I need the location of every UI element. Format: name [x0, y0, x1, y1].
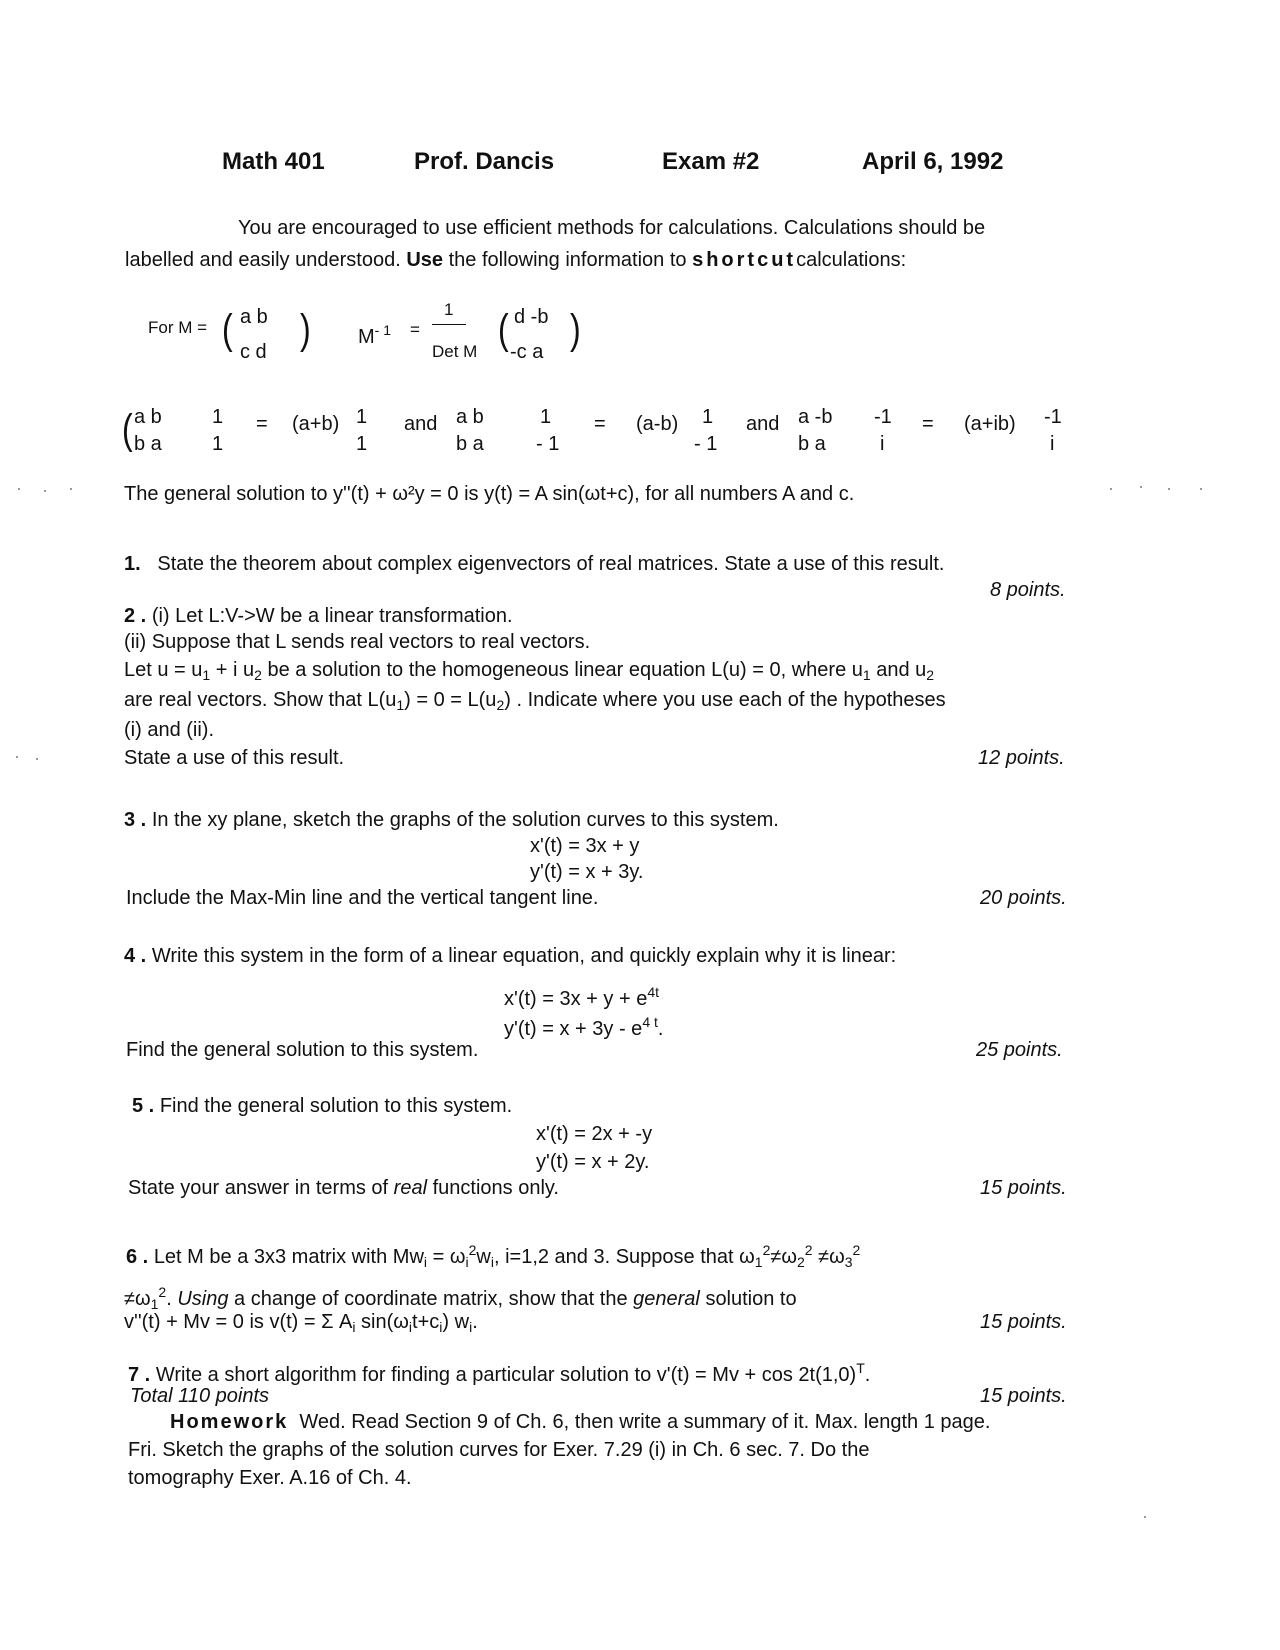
scan-speck [1144, 1516, 1146, 1518]
fraction-bar [432, 324, 466, 325]
q3-points: 20 points. [980, 887, 1067, 909]
eq3-vector-bottom: i [880, 433, 885, 455]
intro-line-2: labelled and easily understood. Use the following information to shortcutcalculations: [125, 249, 907, 271]
eq3-matrix-row-1: a -b [798, 406, 833, 428]
eq2-matrix-row-1: a b [456, 406, 484, 428]
q5-eq-2: y'(t) = x + 2y. [536, 1151, 650, 1173]
q2-points: 12 points. [978, 747, 1065, 769]
matrix-m-row-1: a b [240, 306, 268, 328]
exam-number: Exam #2 [662, 148, 760, 175]
intro-line-1: You are encouraged to use efficient methods for calculations. Calculations should be [238, 217, 986, 239]
eq3-coefficient: (a+ib) [964, 413, 1016, 435]
q2-line-6: State a use of this result. [124, 747, 345, 769]
q4-eq-1: $x'(t) = 3x + y + e^{4t}$ [504, 984, 660, 1010]
scan-speck [1110, 488, 1112, 490]
scan-speck [44, 490, 46, 492]
general-solution-note: The general solution to y''(t) + ω²y = 0 is y(t) = A sin(ωt+c), for all numbers A and c. [124, 483, 855, 505]
and-2: and [746, 413, 780, 435]
homework-line-3: tomography Exer. A.16 of Ch. 4. [128, 1467, 412, 1489]
eq1-left-brace: ( [122, 405, 133, 453]
eq3-equals: = [922, 413, 934, 435]
q4-eq-2: $y'(t) = x + 3y - e^{4 t}$. [504, 1014, 664, 1040]
eq2-matrix-row-2: b a [456, 433, 484, 455]
eq1-result-top: 1 [356, 406, 368, 428]
homework-line-1: Homework Wed. Read Section 9 of Ch. 6, then write a summary of it. Max. length 1 page. [170, 1411, 991, 1433]
q6-line-2: $\ne\omega_1^2$. Using a change of coordinate matrix, show that the general solution to [124, 1284, 797, 1312]
scan-speck [18, 488, 20, 490]
q1: 1. State the theorem about complex eigenvectors of real matrices. State a use of this result. [124, 553, 945, 575]
eq1-matrix-row-2: b a [134, 433, 162, 455]
q5-line-1: 5 . Find the general solution to this system. [132, 1095, 513, 1117]
inverse-row-1: d -b [514, 306, 549, 328]
q3-eq-2: y'(t) = x + 3y. [530, 861, 644, 883]
q3-line-2: Include the Max-Min line and the vertical tangent line. [126, 887, 599, 909]
q2-line-2: (ii) Suppose that L sends real vectors to real vectors. [124, 631, 591, 653]
inverse-right-brace: ) [570, 305, 581, 353]
course-title: Math 401 [222, 148, 325, 175]
scan-speck [16, 756, 18, 758]
eq1-vector-top: 1 [212, 406, 224, 428]
q6-line-3: v''(t) + Mv = 0 is v(t) = Σ $A_i$ $\sin(\omega_it+c_i)$ $w_i$. [124, 1311, 478, 1335]
q4-points: 25 points. [976, 1039, 1063, 1061]
and-1: and [404, 413, 438, 435]
eq2-vector-top: 1 [540, 406, 552, 428]
scan-speck [36, 758, 38, 760]
eq3-vector-top: -1 [874, 406, 892, 428]
scan-speck [70, 488, 72, 490]
q2-line-1: 2 . (i) Let L:V->W be a linear transformation. [124, 605, 513, 627]
q2-line-5: (i) and (ii). [124, 719, 215, 741]
professor-name: Prof. Dancis [414, 148, 555, 175]
eq2-vector-bottom: - 1 [536, 433, 560, 455]
q5-eq-1: x'(t) = 2x + -y [536, 1123, 653, 1145]
q7-line: 7 . Write a short algorithm for finding a particular solution to $v'(t) = Mv + \cos 2t(1,0)^T$. [128, 1360, 871, 1386]
eq3-matrix-row-2: b a [798, 433, 826, 455]
q1-points: 8 points. [990, 579, 1066, 601]
q2-line-4: are real vectors. Show that $L(u_1) = 0 = L(u_2)$ . Indicate where you use each of the hypotheses [124, 689, 946, 713]
eq3-result-bottom: i [1050, 433, 1055, 455]
inverse-row-2: -c a [510, 341, 544, 363]
for-m-label: For M = [148, 318, 208, 337]
q2-line-3: Let $u = u_1 + i$ $u_2$ be a solution to the homogeneous linear equation L(u) = 0, where $u_1$ and $u_2$ [124, 659, 935, 683]
q6-points: 15 points. [980, 1311, 1067, 1333]
scan-speck [1168, 488, 1170, 490]
q5-line-2: State your answer in terms of real functions only. [128, 1177, 559, 1199]
eq1-coefficient: (a+b) [292, 413, 340, 435]
fraction-numerator: 1 [444, 300, 454, 319]
total-points: Total 110 points [130, 1385, 269, 1407]
eq1-equals: = [256, 413, 268, 435]
homework-line-2: Fri. Sketch the graphs of the solution curves for Exer. 7.29 (i) in Ch. 6 sec. 7. Do the [128, 1439, 870, 1461]
q3-eq-1: x'(t) = 3x + y [530, 835, 640, 857]
q3-line-1: 3 . In the xy plane, sketch the graphs of the solution curves to this system. [124, 809, 779, 831]
eq2-coefficient: (a-b) [636, 413, 679, 435]
matrix-m-right-brace: ) [300, 305, 311, 353]
q7-points: 15 points. [980, 1385, 1067, 1407]
eq1-result-bottom: 1 [356, 433, 368, 455]
scan-speck [1140, 486, 1142, 488]
matrix-m-row-2: c d [240, 341, 267, 363]
eq2-result-top: 1 [702, 406, 714, 428]
eq1-matrix-row-1: a b [134, 406, 162, 428]
q6-line-1: 6 . Let M be a 3x3 matrix with $Mw_i = \omega_i^2w_i$, i=1,2 and 3. Suppose that $\omega_1^2\ne\omega_2^2 \ne\omega_3^2$ [126, 1242, 861, 1270]
scan-speck [1200, 488, 1202, 490]
equals-sign: = [410, 320, 420, 339]
eq1-vector-bottom: 1 [212, 433, 224, 455]
eq2-equals: = [594, 413, 606, 435]
q4-line-1: 4 . Write this system in the form of a linear equation, and quickly explain why it is linear: [124, 945, 897, 967]
eq3-result-top: -1 [1044, 406, 1062, 428]
matrix-m-left-brace: ( [222, 305, 233, 353]
inverse-left-brace: ( [498, 305, 509, 353]
m-inverse-label: $M^{- 1}$ [358, 322, 392, 348]
q5-points: 15 points. [980, 1177, 1067, 1199]
fraction-denominator: Det M [432, 342, 478, 361]
q4-line-2: Find the general solution to this system. [126, 1039, 479, 1061]
exam-date: April 6, 1992 [862, 148, 1004, 175]
eq2-result-bottom: - 1 [694, 433, 718, 455]
